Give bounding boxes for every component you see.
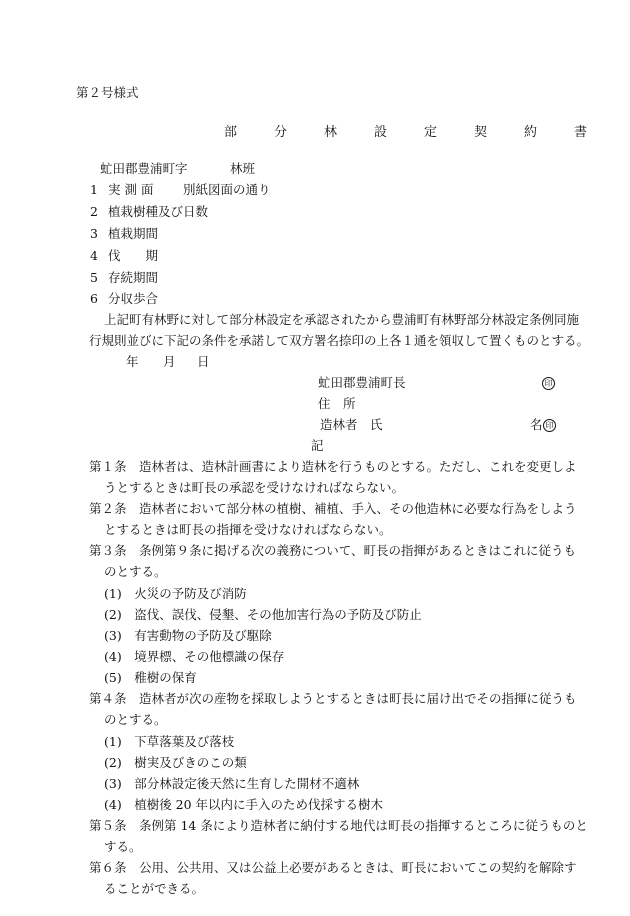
- seal-icon: 印: [542, 416, 556, 434]
- document-title: 部 分 林 設 定 契 約 書: [224, 125, 600, 140]
- article-line: のとする。: [104, 564, 167, 579]
- item-label: 実 測 面: [108, 182, 154, 197]
- sub-item: (3) 有害動物の予防及び駆除: [104, 628, 272, 643]
- article-line: 第５条 条例第 14 条により造林者に納付する地代は町長の指揮するところに従うものと: [89, 818, 588, 833]
- seal-icon: 印: [541, 374, 555, 392]
- preamble-line: 上記町有林野に対して部分林設定を承認されたから豊浦町有林野部分林設定条例同施: [104, 312, 580, 327]
- date-month: 月: [163, 354, 176, 369]
- mayor-label: 虻田郡豊浦町長: [318, 375, 406, 390]
- sub-item: (3) 部分林設定後天然に生育した開材不適林: [104, 776, 360, 791]
- sub-item: (1) 火災の予防及び消防: [104, 586, 247, 601]
- sub-item: (5) 稚樹の保育: [104, 670, 197, 685]
- sub-item: (4) 境界標、その他標識の保存: [104, 649, 285, 664]
- preamble-line: 行規則並びに下記の条件を承諾して双方署名捺印の上各１通を領収して置くものとする。: [89, 333, 590, 348]
- sub-item: (4) 植樹後 20 年以内に手入のため伐採する樹木: [104, 797, 384, 812]
- item-label: 存続期間: [108, 270, 159, 285]
- sub-item: (2) 盗伐、誤伐、侵墾、その他加害行為の予防及び防止: [104, 607, 422, 622]
- item-number: 1: [90, 182, 98, 197]
- item-label: 植栽樹種及び日数: [108, 204, 209, 219]
- article-line: 第２条 造林者において部分林の植樹、補植、手入、その他造林に必要な行為をしよう: [89, 501, 577, 516]
- address-label: 住 所: [318, 396, 356, 411]
- item-number: 6: [90, 291, 98, 306]
- item-row: [90, 181, 98, 199]
- article-line: 第３条 条例第９条に掲げる次の義務について、町長の指揮があるときはこれに従うも: [89, 543, 577, 558]
- article-line: とするときは町長の指揮を受けなければならない。: [104, 522, 392, 537]
- article-line: のとする。: [104, 712, 167, 727]
- item-number: 5: [90, 270, 98, 285]
- item-number: 2: [90, 204, 98, 219]
- date-day: 日: [197, 354, 210, 369]
- article-line: 第６条 公用、公共用、又は公益上必要があるときは、町長においてこの契約を解除す: [89, 860, 577, 875]
- item-label: 植栽期間: [108, 226, 159, 241]
- date-year: 年: [126, 354, 139, 369]
- ki-heading: 記: [311, 438, 324, 453]
- item-value: 別紙図面の通り: [183, 182, 271, 197]
- article-line: うとするときは町長の承認を受けなければならない。: [104, 480, 405, 495]
- sub-item: (1) 下草落葉及び落枝: [104, 734, 235, 749]
- article-line: ることができる。: [104, 881, 205, 896]
- location-district: 虻田郡豊浦町字: [100, 161, 188, 176]
- sub-item: (2) 樹実及びきのこの類: [104, 755, 247, 770]
- item-number: 4: [90, 248, 98, 263]
- form-number: 第２号様式: [76, 85, 139, 100]
- article-line: する。: [104, 839, 142, 854]
- name-suffix: 名: [530, 417, 543, 432]
- location-forest-unit: 林班: [230, 161, 256, 176]
- item-label: 分収歩合: [108, 291, 159, 306]
- article-line: 第１条 造林者は、造林計画書により造林を行うものとする。ただし、これを変更しよ: [89, 459, 577, 474]
- planter-name-label: 造林者 氏: [320, 417, 383, 432]
- item-number: 3: [90, 226, 98, 241]
- article-line: 第４条 造林者が次の産物を採取しようとするときは町長に届け出でその指揮に従うも: [89, 691, 577, 706]
- item-label: 伐 期: [108, 248, 159, 263]
